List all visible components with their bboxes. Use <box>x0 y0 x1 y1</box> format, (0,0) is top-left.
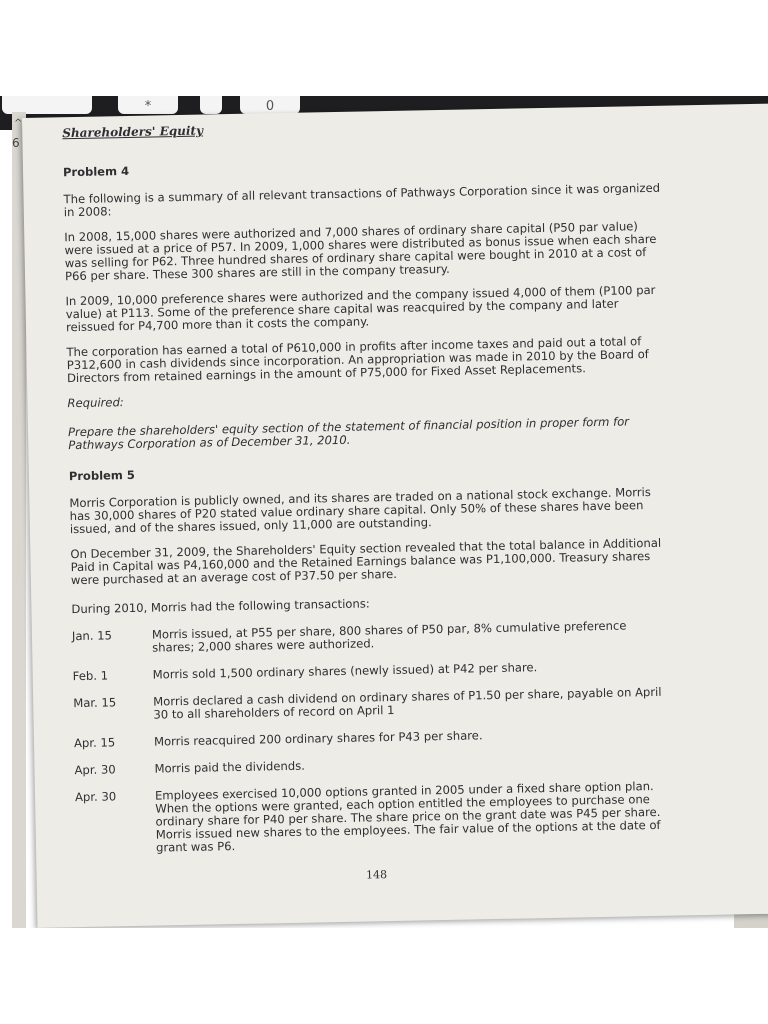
transaction-date: Apr. 30 <box>74 789 117 805</box>
transactions-intro: During 2010, Morris had the following transactions: <box>71 596 370 617</box>
transaction-text: Morris issued, at P55 per share, 800 shares of P50 par, 8% cumulative preference shares; 2,000 shares were authorized. <box>151 618 627 655</box>
transaction-row <box>72 619 672 657</box>
problem-4-title: Problem 4 <box>62 163 130 180</box>
required-text: Prepare the shareholders' equity section of the statement of financial position in proper form for Pathways Corporation as of December 31, 2010. <box>67 414 630 453</box>
transaction-row <box>73 686 673 724</box>
margin-caret: ^ <box>14 118 23 129</box>
background-bottom <box>0 928 768 1024</box>
transaction-text: Morris declared a cash dividend on ordinary shares of P1.50 per share, payable on April 30 to all shareholders of record on April 1 <box>153 684 662 722</box>
transaction-text: Morris sold 1,500 ordinary shares (newly issued) at P42 per share. <box>152 660 538 682</box>
transaction-date: Mar. 15 <box>73 695 117 711</box>
page-number: 148 <box>365 868 388 882</box>
transaction-row <box>74 726 674 751</box>
problem-4-paragraph: The following is a summary of all relevant transactions of Pathways Corporation since it was organized in 2008: <box>63 180 661 220</box>
transaction-row <box>74 753 674 778</box>
transaction-date: Jan. 15 <box>71 628 113 644</box>
problem-5-paragraph: Morris Corporation is publicly owned, and its shares are traded on a national stock exchange. Morris has 30,000 shares of P20 stated value ordinary share capital. Only 50% of these shares have been issued, and of the shares issued, only 11,000 are outstanding. <box>69 484 651 537</box>
transaction-row <box>75 780 676 857</box>
page-header: Shareholders' Equity <box>62 123 204 141</box>
problem-4-paragraph: The corporation has earned a total of P610,000 in profits after income taxes and paid out a total of P312,600 in cash dividends since incorporation. An appropriation was made in 2010 by the Board of Directors from retained earnings in the amount of P75,000 for Fixed Asset Replacements. <box>66 334 649 386</box>
margin-number: 6 <box>12 136 20 150</box>
document-page <box>22 104 768 928</box>
transaction-date: Apr. 15 <box>73 735 116 751</box>
transaction-date: Feb. 1 <box>72 668 109 684</box>
transaction-text: Employees exercised 10,000 options granted in 2005 under a fixed share option plan. When the options were granted, each option entitled the employees to purchase one ordinary share for P40 per share. The share price on the grant date was P45 per share. Morris issued new shares to the employees. The fair value of the options at the date of grant was P6. <box>154 778 661 855</box>
transaction-text: Morris reacquired 200 ordinary shares for P43 per share. <box>153 728 483 749</box>
transaction-row <box>73 659 673 684</box>
problem-5-title: Problem 5 <box>68 467 135 484</box>
problem-4-paragraph: In 2009, 10,000 preference shares were authorized and the company issued 4,000 of them (P100 par value) at P113. Some of the preference share capital was reacquired by the company and later reissued for P4,700 more than it costs the company. <box>65 282 656 335</box>
transaction-text: Morris paid the dividends. <box>154 758 306 776</box>
page-content <box>62 116 676 887</box>
transaction-date: Apr. 30 <box>74 762 116 778</box>
keyboard-key-zero: 0 <box>240 96 300 114</box>
keyboard-key-blank <box>200 96 222 114</box>
problem-5-paragraph: On December 31, 2009, the Shareholders' Equity section revealed that the total balance in Additional Paid in Capital was P4,160,000 and the Retained Earnings balance was P1,100,000. Treasury shares were purchased at an average cost of P37.50 per share. <box>70 535 662 588</box>
required-label: Required: <box>67 395 124 411</box>
problem-4-paragraph: In 2008, 15,000 shares were authorized and 7,000 shares of ordinary share capital (P50 par value) were issued at a price of P57. In 2009, 1,000 shares were distributed as bonus issue when each share was selling for P62. Three hundred shares of ordinary share capital were bought in 2010 at a cost of P66 per share. These 300 shares are still in the company treasury. <box>64 219 657 284</box>
keyboard-key-asterisk: * <box>118 96 178 114</box>
